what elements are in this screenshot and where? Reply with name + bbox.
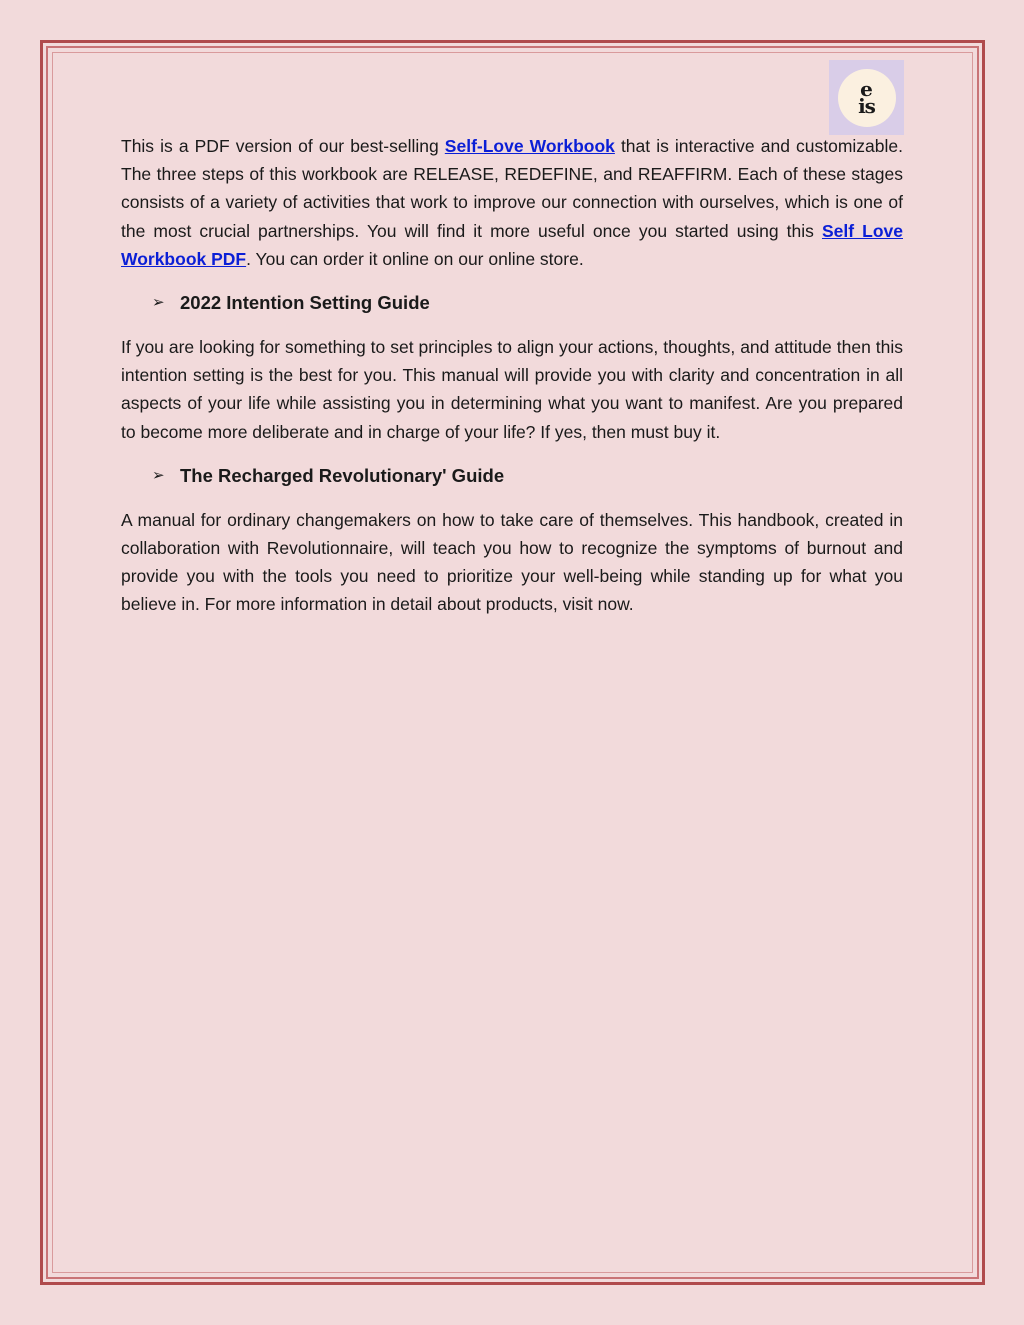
section-heading-text: The Recharged Revolutionary' Guide [180, 464, 505, 486]
logo-badge [838, 69, 896, 127]
intro-paragraph [121, 132, 903, 273]
section-heading-text: 2022 Intention Setting Guide [180, 292, 430, 314]
intro-text-3: . You can order it online on our online store. [246, 248, 584, 269]
intro-text-2: that is interactive and customizable. The three steps of this workbook are RELEASE, REDEFINE, and REAFFIRM. Each of these stages consists of a variety of activities that work to improve our connection with ourselves, which is one of the most crucial partnerships. You will find it more useful once you started using this [121, 136, 903, 241]
brand-logo [829, 60, 904, 135]
self-love-workbook-link[interactable]: Self-Love Workbook [444, 136, 615, 156]
section-heading-intention-guide [152, 289, 903, 317]
self-love-workbook-pdf-link[interactable]: Self Love Workbook PDF [121, 220, 903, 269]
section-heading-recharged-guide [152, 462, 903, 490]
intro-text-1: This is a PDF version of our best-selling [121, 136, 445, 156]
arrowhead-bullet-icon: ➢ [152, 466, 165, 484]
recharged-guide-paragraph: A manual for ordinary changemakers on how to take care of themselves. This handbook, created in collaboration with Revolutionnaire, will teach you how to recognize the symptoms of burnout and provide you with the tools you need to prioritize your well-being while standing up for what you believe in. For more information in detail about products, visit now. [121, 509, 903, 615]
arrowhead-bullet-icon: ➢ [152, 294, 165, 312]
intention-guide-paragraph: If you are looking for something to set principles to align your actions, thoughts, and attitude then this intention setting is the best for you. This manual will provide you with clarity and concentration in all aspects of your life while assisting you in determining what you want to manifest. Are you prepared to become more deliberate and in charge of your life? If yes, then must buy it. [121, 337, 903, 442]
logo-letter-top: e [860, 76, 873, 101]
logo-letter-bottom: is [858, 93, 875, 118]
document-body [121, 132, 903, 619]
